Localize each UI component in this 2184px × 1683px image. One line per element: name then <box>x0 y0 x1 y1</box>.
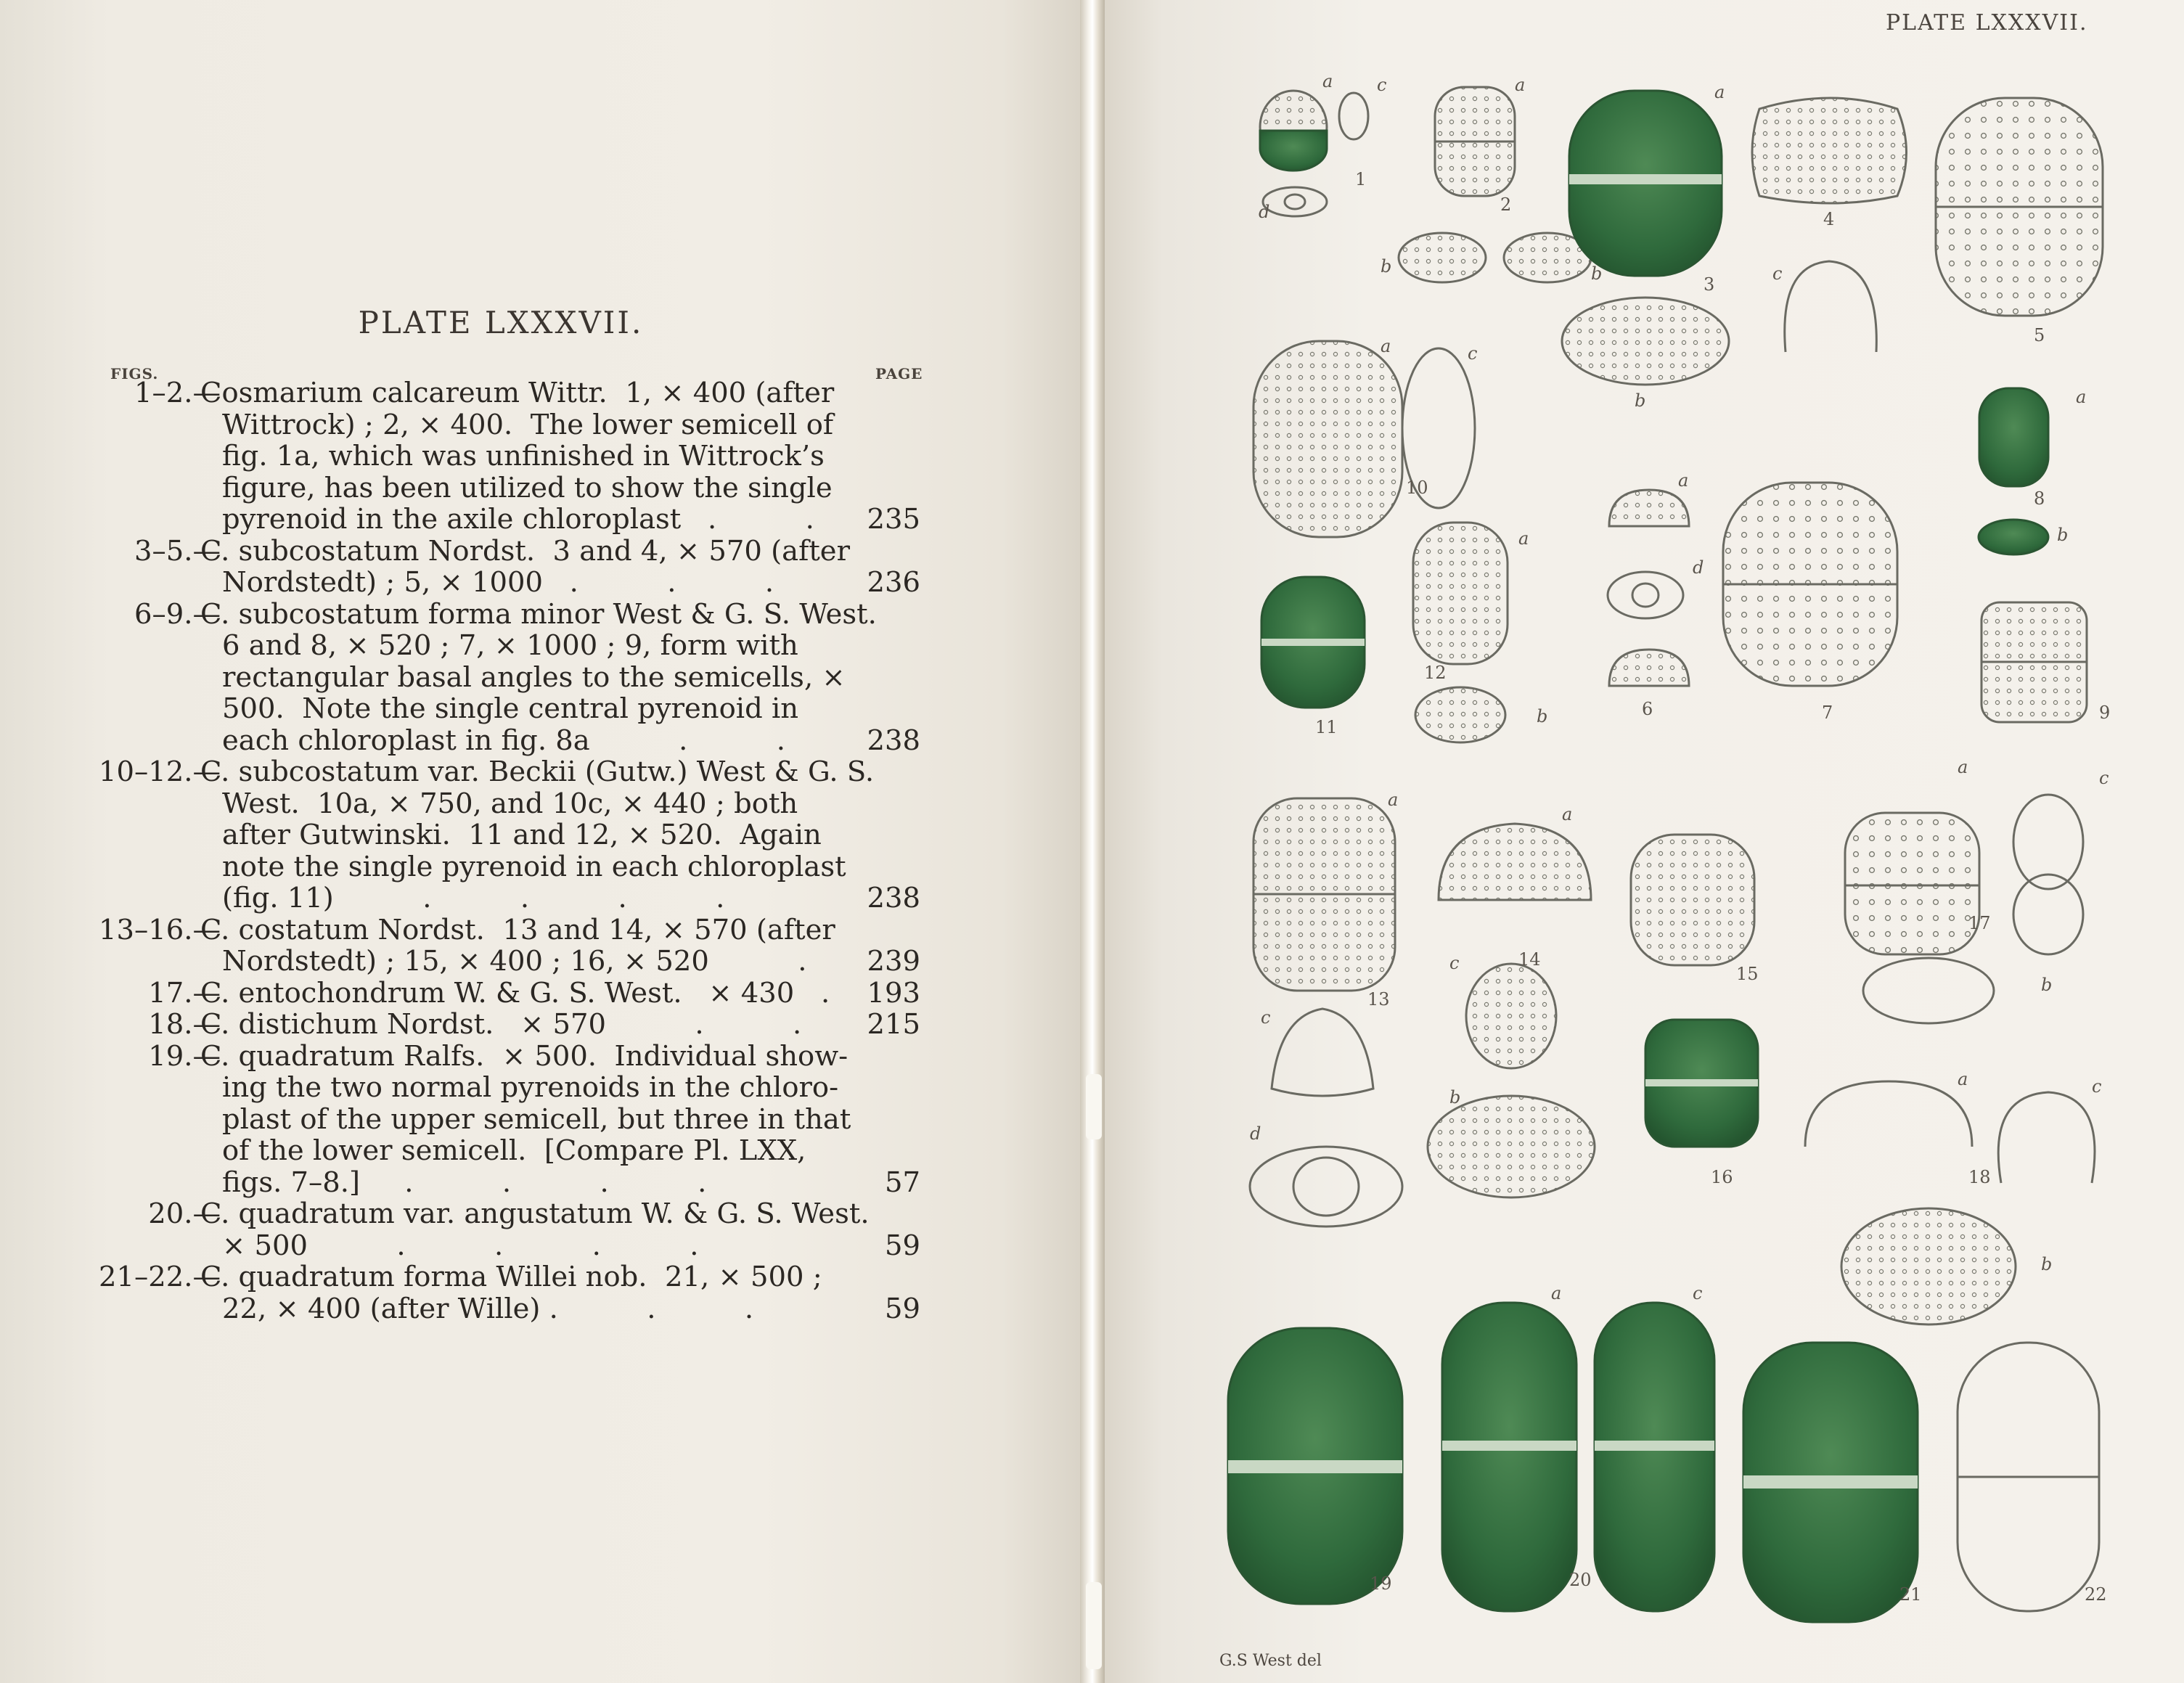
plate-title: PLATE LXXXVII. <box>358 305 644 340</box>
entry-figure-range: 13–16.— <box>99 913 221 946</box>
entry-figure-range: 18.— <box>148 1008 221 1041</box>
figure-8 <box>1979 388 2048 554</box>
figure-letter-b: b <box>1537 706 1548 726</box>
figure-letter-a: a <box>1562 804 1573 824</box>
figure-number-11: 11 <box>1315 717 1338 737</box>
figure-15 <box>1631 835 1754 965</box>
figure-letter-a: a <box>1518 528 1529 549</box>
artist-credit: G.S West del <box>1219 1652 1322 1670</box>
figure-letter-c: c <box>1449 953 1460 973</box>
entry-figure-range: 6–9.— <box>134 597 221 631</box>
page-column-header: PAGE <box>875 365 923 382</box>
figure-letter-b: b <box>2041 1254 2053 1274</box>
figure-9 <box>1981 602 2087 722</box>
entry-text-line: C. distichum Nordst. × 570 . . <box>200 1008 802 1041</box>
entry-text-line: C. subcostatum var. Beckii (Gutw.) West & G. S. <box>200 755 875 788</box>
figure-10 <box>1253 341 1478 537</box>
entry-text-line: C. quadratum forma Willei nob. 21, × 500 ; <box>200 1261 822 1293</box>
entry-text-line: ing the two normal pyrenoids in the chloro- <box>222 1071 839 1104</box>
figure-number-19: 19 <box>1370 1573 1392 1594</box>
entry-text-line: pyrenoid in the axile chloroplast . . <box>222 503 814 536</box>
entry-text-line: Cosmarium calcareum Wittr. 1, × 400 (after <box>200 377 835 409</box>
entry-text-line: Nordstedt) ; 15, × 400 ; 16, × 520 . <box>222 945 807 978</box>
figure-number-20: 20 <box>1569 1570 1592 1590</box>
figure-number-1: 1 <box>1355 169 1367 189</box>
figure-letter-d: d <box>1250 1123 1261 1144</box>
figure-5 <box>1936 98 2103 316</box>
figure-letter-a: a <box>1678 470 1689 491</box>
figure-12 <box>1413 523 1508 742</box>
figure-letter-b: b <box>1449 1087 1461 1107</box>
entry-figure-range: 20.— <box>148 1197 221 1230</box>
figure-18 <box>1805 1081 2095 1324</box>
figure-number-2: 2 <box>1500 194 1512 215</box>
entry-text-line: C. quadratum Ralfs. × 500. Individual show- <box>200 1039 848 1073</box>
figure-11 <box>1261 577 1365 708</box>
entry-figure-range: 3–5.— <box>134 534 221 568</box>
entry-text-line: of the lower semicell. [Compare Pl. LXX, <box>222 1134 806 1167</box>
entry-figure-range: 19.— <box>148 1039 221 1073</box>
figure-number-10: 10 <box>1406 478 1428 498</box>
figure-number-12: 12 <box>1424 663 1447 683</box>
figure-letter-c: c <box>1261 1007 1271 1028</box>
entry-text-line: C. subcostatum forma minor West & G. S. West. <box>200 597 877 631</box>
figure-letter-b: b <box>1591 263 1603 284</box>
entry-text-line: note the single pyrenoid in each chloroplast <box>222 850 846 883</box>
running-head: PLATE LXXXVII. <box>1886 10 2088 36</box>
figure-letter-a: a <box>1388 790 1399 810</box>
figure-4 <box>1752 98 1907 203</box>
figure-letter-a: a <box>1515 75 1526 95</box>
entry-text-line: × 500 . . . . <box>222 1229 699 1262</box>
entry-text-line: figs. 7–8.] . . . . <box>222 1166 707 1199</box>
entry-text-line: C. entochondrum W. & G. S. West. × 430 . <box>200 976 830 1010</box>
entry-text-line: Wittrock) ; 2, × 400. The lower semicell of <box>222 408 834 441</box>
entry-text-line: fig. 1a, which was unfinished in Wittrock’s <box>222 440 825 472</box>
figure-letter-a: a <box>1714 82 1725 102</box>
figure-number-16: 16 <box>1711 1167 1733 1187</box>
figure-14 <box>1428 824 1595 1197</box>
entry-page-number: 59 <box>885 1292 920 1325</box>
figure-number-7: 7 <box>1822 703 1833 723</box>
figure-number-18: 18 <box>1968 1167 1991 1187</box>
figure-number-6: 6 <box>1642 699 1653 719</box>
entry-text-line: West. 10a, × 750, and 10c, × 440 ; both <box>222 787 798 820</box>
entry-text-line: rectangular basal angles to the semicells, × <box>222 660 846 694</box>
figure-20 <box>1442 1303 1714 1611</box>
figure-letter-c: c <box>1772 263 1783 284</box>
entry-text-line: plast of the upper semicell, but three in that <box>222 1102 851 1136</box>
figure-number-15: 15 <box>1736 964 1759 984</box>
entry-text-line: (fig. 11) . . . . <box>222 882 725 914</box>
figure-7 <box>1723 483 1897 686</box>
entry-figure-range: 10–12.— <box>99 755 221 788</box>
entry-page-number: 238 <box>867 882 920 914</box>
figure-22 <box>1958 1343 2099 1611</box>
entry-page-number: 238 <box>867 724 920 757</box>
figure-number-8: 8 <box>2034 488 2045 509</box>
figure-letter-c: c <box>2099 768 2109 788</box>
figure-number-4: 4 <box>1823 209 1835 229</box>
figure-letter-b: b <box>2057 525 2069 545</box>
figure-21 <box>1743 1343 1918 1622</box>
figure-letter-c: c <box>2092 1076 2102 1097</box>
figure-number-21: 21 <box>1899 1584 1922 1605</box>
entry-text-line: Nordstedt) ; 5, × 1000 . . . <box>222 566 774 599</box>
entry-text-line: C. quadratum var. angustatum W. & G. S. West. <box>200 1197 870 1230</box>
figure-letter-c: c <box>1468 343 1478 364</box>
figure-letter-d: d <box>1259 202 1270 222</box>
entry-page-number: 59 <box>885 1229 920 1262</box>
figure-letter-b: b <box>1635 390 1646 411</box>
figure-letter-a: a <box>1958 1069 1968 1089</box>
entry-figure-range: 17.— <box>148 976 221 1010</box>
figure-letter-a: a <box>1958 757 1968 777</box>
figure-letter-b: b <box>2041 975 2053 995</box>
entry-text-line: after Gutwinski. 11 and 12, × 520. Again <box>222 819 822 851</box>
entry-text-line: 6 and 8, × 520 ; 7, × 1000 ; 9, form with <box>222 629 798 662</box>
figs-column-header: FIGS. <box>110 365 159 382</box>
entry-text-line: C. costatum Nordst. 13 and 14, × 570 (after <box>200 913 835 946</box>
figure-number-9: 9 <box>2099 703 2111 723</box>
entry-figure-range: 21–22.— <box>99 1261 221 1293</box>
figure-number-13: 13 <box>1367 989 1390 1010</box>
figure-letter-a: a <box>1381 336 1391 356</box>
entry-text-line: each chloroplast in fig. 8a . . <box>222 724 785 757</box>
entry-text-line: C. subcostatum Nordst. 3 and 4, × 570 (after <box>200 534 850 568</box>
figure-number-5: 5 <box>2034 325 2045 345</box>
entry-page-number: 239 <box>867 945 920 978</box>
figure-19 <box>1228 1328 1402 1604</box>
figure-1 <box>1260 91 1368 216</box>
entry-page-number: 57 <box>885 1166 920 1199</box>
figure-letter-b: b <box>1381 256 1392 277</box>
entry-figure-range: 1–2.— <box>134 377 221 409</box>
entry-page-number: 215 <box>867 1008 920 1041</box>
entry-page-number: 236 <box>867 566 920 599</box>
figure-letter-d: d <box>1693 557 1704 578</box>
entry-page-number: 235 <box>867 503 920 536</box>
figure-16 <box>1645 1020 1758 1147</box>
figure-letter-a: a <box>2076 387 2087 407</box>
figure-number-14: 14 <box>1518 949 1541 970</box>
entry-text-line: figure, has been utilized to show the single <box>222 471 833 504</box>
entry-page-number: 193 <box>867 976 920 1010</box>
figure-2 <box>1399 87 1591 282</box>
figure-number-17: 17 <box>1968 913 1991 933</box>
figure-number-22: 22 <box>2085 1584 2107 1605</box>
figure-letter-c: c <box>1377 75 1387 95</box>
figure-letter-a: a <box>1322 71 1333 91</box>
figure-number-3: 3 <box>1704 274 1715 295</box>
figure-letter-c: c <box>1693 1283 1703 1303</box>
entry-text-line: 500. Note the single central pyrenoid in <box>222 692 799 725</box>
figure-13 <box>1250 798 1402 1227</box>
plate-illustration <box>1097 0 2184 1683</box>
figure-letter-a: a <box>1551 1283 1562 1303</box>
entry-text-line: 22, × 400 (after Wille) . . . <box>222 1292 754 1325</box>
figure-6 <box>1608 490 1689 686</box>
